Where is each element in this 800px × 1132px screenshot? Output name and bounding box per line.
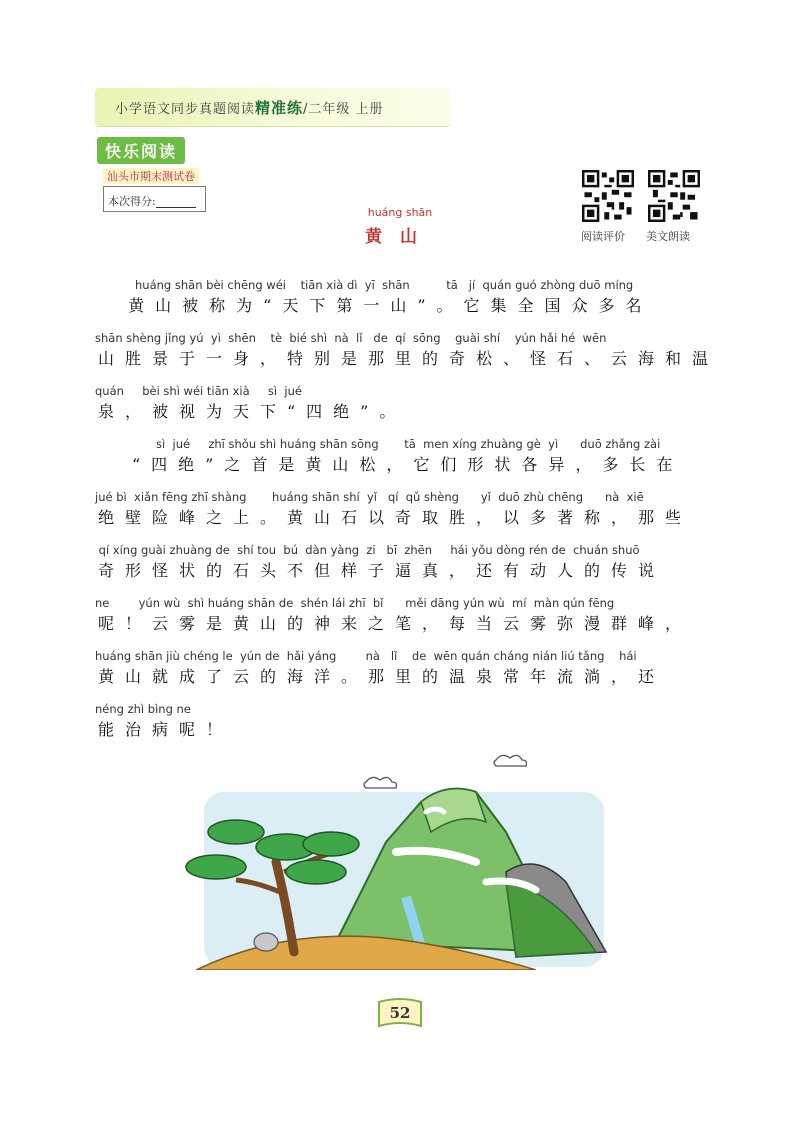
hanzi-line: 泉，被视为天下“四绝”。: [98, 402, 407, 421]
hanzi-line: 绝壁险峰之上。黄山石以奇取胜，以多著称，那些: [98, 508, 693, 527]
pinyin-line: qí xíng guài zhuàng de shí tou bú dàn yàng zi bī zhēn hái yǒu dòng rén de chuán shuō: [95, 543, 640, 557]
hanzi-line: 黄山被称为“天下第一山”。它集全国众多名: [96, 296, 653, 315]
pinyin-line: shān shèng jǐng yú yì shēn tè bié shì nà lǐ de qí sōng guài shí yún hǎi hé wēn: [95, 331, 607, 345]
grade-label: /二年级 上册: [303, 102, 384, 117]
hanzi-line: “四绝”之首是黄山松，它们形状各异，多长在: [132, 455, 684, 474]
pinyin-line: huáng shān bèi chēng wéi tiān xià dì yī shān tā jí quán guó zhòng duō míng: [135, 278, 634, 292]
score-label: 本次得分:: [108, 195, 156, 208]
hanzi-line: 呢！云雾是黄山的神来之笔，每当云雾弥漫群峰，: [98, 614, 693, 633]
hanzi-line: 奇形怪状的石头不但样子逼真，还有动人的传说: [98, 561, 666, 580]
page-number: 52: [389, 1004, 411, 1022]
article-title: 黄山: [365, 227, 435, 247]
series-title-text: 小学语文同步真题阅读: [115, 102, 256, 117]
qr-label-reading-eval: 阅读评价: [581, 230, 625, 243]
pinyin-line: néng zhì bìng ne: [95, 702, 191, 716]
hanzi-line: 黄山就成了云的海洋。那里的温泉常年流淌，还: [98, 667, 666, 686]
pinyin-line: jué bì xiǎn fēng zhī shàng huáng shān shí yǐ qí qǔ shèng yǐ duō zhù chēng nà xiē: [95, 490, 644, 504]
section-tag: 快乐阅读: [97, 137, 185, 164]
hanzi-line: 能治病呢！: [98, 720, 234, 739]
series-title-strong: 精准练: [255, 99, 304, 117]
hanzi-line: 山胜景于一身，特别是那里的奇松、怪石、云海和温: [98, 349, 720, 368]
pinyin-line: sì jué zhī shǒu shì huáng shān sōng tā men xíng zhuàng gè yì duō zhǎng zài: [156, 437, 661, 451]
source-label: 汕头市期末测试卷: [103, 168, 199, 184]
series-banner: [95, 88, 450, 126]
pinyin-line: quán bèi shì wéi tiān xià sì jué: [95, 384, 302, 398]
series-title: [115, 97, 384, 118]
title-pinyin: huáng shān: [367, 206, 433, 219]
pinyin-line: huáng shān jiù chéng le yún de hǎi yáng nà lǐ de wēn quán cháng nián liú tǎng hái: [95, 649, 637, 663]
qr-label-audio-reading: 美文朗读: [646, 230, 690, 243]
pinyin-line: ne yún wù shì huáng shān de shén lái zhī bǐ měi dāng yún wù mí màn qún fēng: [95, 596, 615, 610]
huangshan-illustration: [176, 752, 616, 970]
